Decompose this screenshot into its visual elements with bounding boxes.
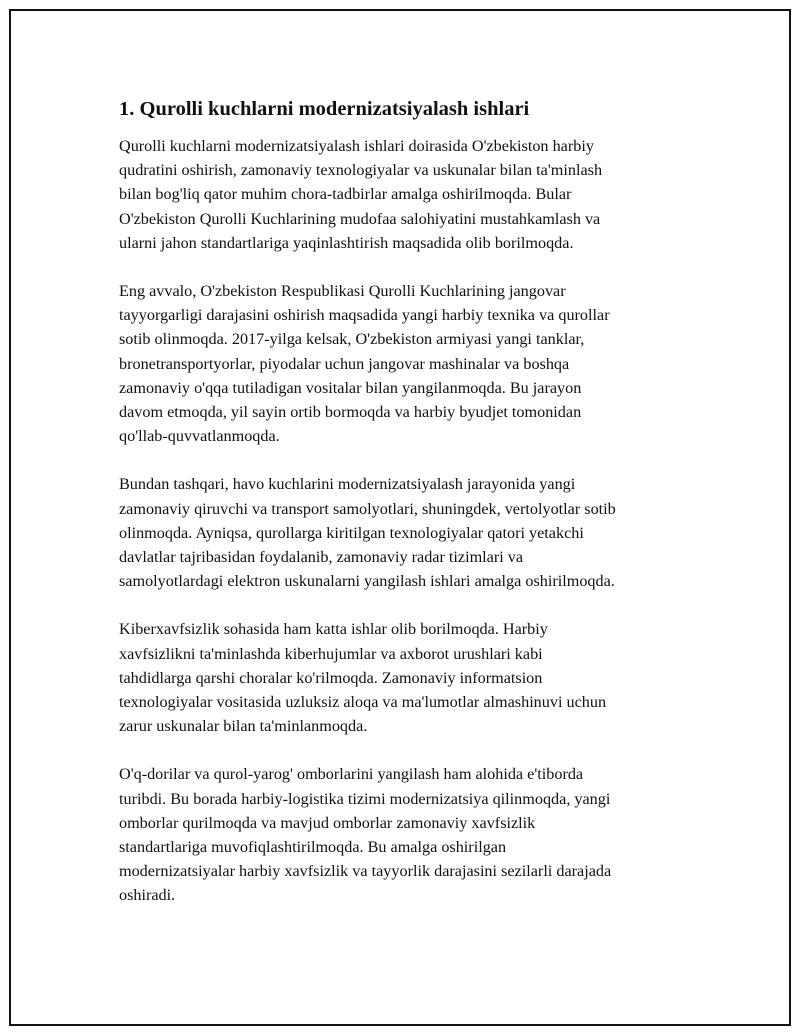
section-title: 1. Qurolli kuchlarni modernizatsiyalash ishlari: [119, 98, 530, 120]
paragraph-ground-forces: Eng avvalo, O'zbekiston Respublikasi Qurolli Kuchlarining jangovar tayyorgarligi darajasini oshirish maqsadida yangi harbiy texnika va qurollar sotib olinmoqda. 2017-yilga kelsak, O'zbekiston armiyasi yangi tanklar, bronetransportyorlar, piyodalar uchun jangovar mashinalar va boshqa zamonaviy o'qqa tutiladigan vositalar bilan yangilanmoqda. Bu jarayon davom etmoqda, yil sayin ortib bormoqda va harbiy byudjet tomonidan qo'llab-quvvatlanmoqda.: [119, 282, 610, 446]
paragraph-intro: Qurolli kuchlarni modernizatsiyalash ishlari doirasida O'zbekiston harbiy qudratini oshirish, zamonaviy texnologiyalar va uskunalar bilan ta'minlash bilan bog'liq qator muhim chora-tadbirlar amalga oshirilmoqda. Bular O'zbekiston Qurolli Kuchlarining mudofaa salohiyatini mustahkamlash va ularni jahon standartlariga yaqinlashtirish maqsadida olib borilmoqda.: [119, 137, 603, 252]
paragraph-logistics: O'q-dorilar va qurol-yarog' omborlarini yangilash ham alohida e'tiborda turibdi. Bu borada harbiy-logistika tizimi modernizatsiya qilinmoqda, yangi omborlar qurilmoqda va mavjud omborlar zamonaviy xavfsizlik standartlariga muvofiqlashtirilmoqda. Bu amalga oshirilgan modernizatsiyalar harbiy xavfsizlik va tayyorlik darajasini sezilarli darajada oshiradi.: [119, 765, 612, 905]
paragraph-cybersecurity: Kiberxavfsizlik sohasida ham katta ishlar olib borilmoqda. Harbiy xavfsizlikni ta'minlashda kiberhujumlar va axborot urushlari kabi tahdidlarga qarshi choralar ko'rilmoqda. Zamonaviy informatsion texnologiyalar vositasida uzluksiz aloqa va ma'lumotlar almashinuvi uchun zarur uskunalar bilan ta'minlanmoqda.: [119, 620, 607, 736]
page-frame: [9, 9, 791, 1026]
document-body: [119, 96, 699, 932]
paragraph-air-forces: Bundan tashqari, havo kuchlarini modernizatsiyalash jarayonida yangi zamonaviy qiruvchi va transport samolyotlari, shuningdek, vertolyotlar sotib olinmoqda. Ayniqsa, qurollarga kiritilgan texnologiyalar qatori yetakchi davlatlar tajribasidan foydalanib, zamonaviy radar tizimlari va samolyotlardagi elektron uskunalarni yangilash ishlari amalga oshirilmoqda.: [119, 475, 616, 591]
